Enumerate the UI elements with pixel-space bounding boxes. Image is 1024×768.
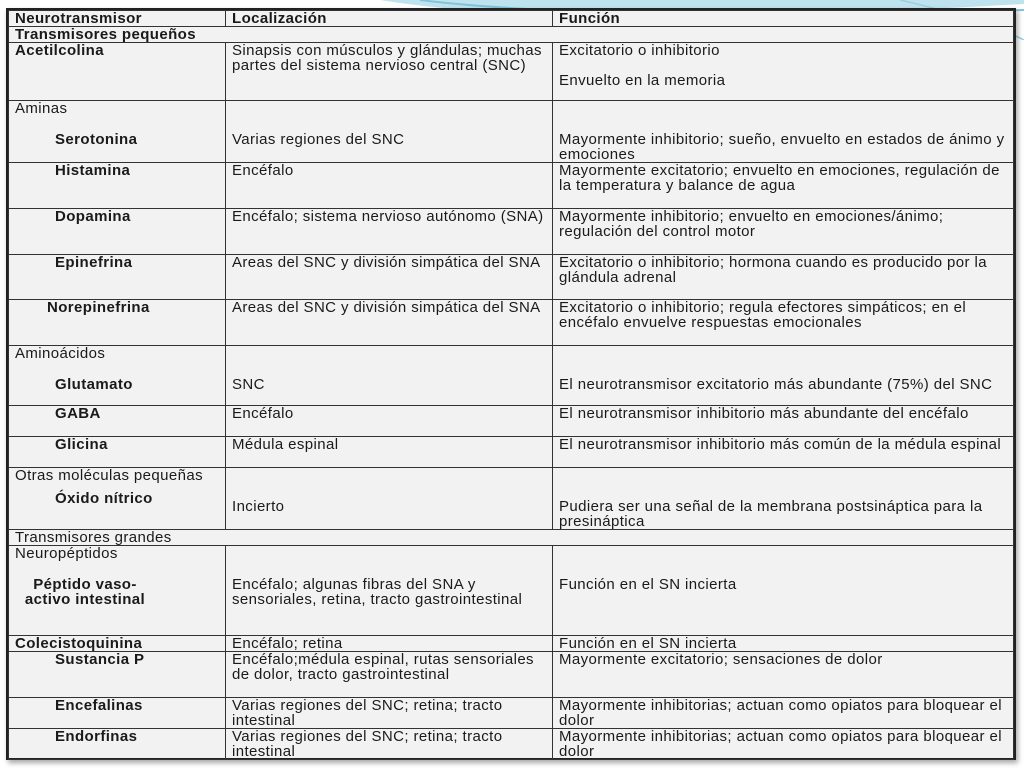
row-name: Endorfinas <box>9 729 226 760</box>
row-name: Encefalinas <box>9 698 226 729</box>
row-localizacion: Médula espinal <box>226 437 553 468</box>
table-row <box>9 163 1014 209</box>
row-localizacion <box>226 546 553 636</box>
section-row <box>9 27 1014 43</box>
row-funcion-line2: Envuelto en la memoria <box>559 72 726 89</box>
row-funcion <box>553 43 1014 101</box>
header-neurotransmisor: Neurotransmisor <box>9 11 226 27</box>
row-localizacion: Encéfalo <box>226 163 553 209</box>
fn-text: Función en el SN incierta <box>559 576 737 593</box>
row-localizacion <box>226 468 553 530</box>
row-name: Histamina <box>9 163 226 209</box>
fn-text: El neurotransmisor excitatorio más abundante (75%) del SNC <box>559 376 993 393</box>
row-localizacion <box>226 346 553 406</box>
row-name: Acetilcolina <box>9 43 226 101</box>
row-localizacion: Encéfalo; retina <box>226 636 553 652</box>
row-name: Glicina <box>9 437 226 468</box>
row-name <box>9 546 226 636</box>
row-funcion-line1: Excitatorio o inhibitorio <box>559 42 720 59</box>
row-funcion: Mayormente excitatorio; envuelto en emociones, regulación de la temperatura y balance de agua <box>553 163 1014 209</box>
table-row <box>9 652 1014 698</box>
row-funcion: Función en el SN incierta <box>553 636 1014 652</box>
group-label-aminoacidos: Aminoácidos <box>15 345 106 362</box>
table-header-row <box>9 11 1014 27</box>
row-name: Norepinefrina <box>9 300 226 346</box>
section-row <box>9 530 1014 546</box>
header-localizacion: Localización <box>226 11 553 27</box>
group-label-aminas: Aminas <box>15 100 68 117</box>
row-name-oxido-nitrico: Óxido nítrico <box>55 490 153 507</box>
fn-text: Pudiera ser una señal de la membrana postsináptica para la presináptica <box>559 498 983 530</box>
table-row <box>9 468 1014 530</box>
section-small-transmitters: Transmisores pequeños <box>9 27 1014 43</box>
row-name: Colecistoquinina <box>9 636 226 652</box>
table-row <box>9 636 1014 652</box>
table-row <box>9 43 1014 101</box>
table-row <box>9 209 1014 255</box>
row-funcion: Mayormente inhibitorias; actuan como opiatos para bloquear el dolor <box>553 698 1014 729</box>
row-localizacion <box>226 101 553 163</box>
row-name: Sustancia P <box>9 652 226 698</box>
row-localizacion: Areas del SNC y división simpática del SNA <box>226 255 553 300</box>
group-label-otras: Otras moléculas pequeñas <box>15 467 204 484</box>
row-name-glutamato: Glutamato <box>55 376 133 393</box>
loc-text: SNC <box>232 376 265 393</box>
row-localizacion: Encéfalo; sistema nervioso autónomo (SNA) <box>226 209 553 255</box>
header-funcion: Función <box>553 11 1014 27</box>
row-funcion: Mayormente inhibitorio; envuelto en emociones/ánimo; regulación del control motor <box>553 209 1014 255</box>
row-localizacion: Encéfalo;médula espinal, rutas sensoriales de dolor, tracto gastrointestinal <box>226 652 553 698</box>
table-row <box>9 437 1014 468</box>
row-localizacion: Sinapsis con músculos y glándulas; muchas partes del sistema nervioso central (SNC) <box>226 43 553 101</box>
table-row <box>9 546 1014 636</box>
row-name <box>9 101 226 163</box>
row-name: GABA <box>9 406 226 437</box>
table-row <box>9 255 1014 300</box>
fn-text: Mayormente inhibitorio; sueño, envuelto en estados de ánimo y emociones <box>559 131 1005 163</box>
row-funcion: El neurotransmisor inhibitorio más abundante del encéfalo <box>553 406 1014 437</box>
row-funcion: Mayormente excitatorio; sensaciones de dolor <box>553 652 1014 698</box>
table-row <box>9 101 1014 163</box>
loc-text: Incierto <box>232 498 285 515</box>
row-funcion <box>553 346 1014 406</box>
row-funcion <box>553 546 1014 636</box>
row-localizacion: Varias regiones del SNC; retina; tracto intestinal <box>226 698 553 729</box>
row-name: Epinefrina <box>9 255 226 300</box>
table-row <box>9 300 1014 346</box>
row-funcion: Excitatorio o inhibitorio; hormona cuando es producido por la glándula adrenal <box>553 255 1014 300</box>
row-funcion <box>553 101 1014 163</box>
row-funcion: Excitatorio o inhibitorio; regula efectores simpáticos; en el encéfalo envuelve respuestas emocionales <box>553 300 1014 346</box>
loc-text: Varias regiones del SNC <box>232 131 405 148</box>
row-localizacion: Encéfalo <box>226 406 553 437</box>
row-funcion: Mayormente inhibitorias; actuan como opiatos para bloquear el dolor <box>553 729 1014 760</box>
section-large-transmitters: Transmisores grandes <box>9 530 1014 546</box>
row-name <box>9 346 226 406</box>
row-localizacion: Areas del SNC y división simpática del SNA <box>226 300 553 346</box>
table-row <box>9 729 1014 760</box>
neurotransmitter-table <box>6 8 1016 760</box>
row-name-peptido: Péptido vaso-activo intestinal <box>24 576 146 608</box>
row-localizacion: Varias regiones del SNC; retina; tracto intestinal <box>226 729 553 760</box>
group-label-neuropeptidos: Neuropéptidos <box>15 545 118 562</box>
row-name <box>9 468 226 530</box>
table-row <box>9 346 1014 406</box>
row-name-serotonina: Serotonina <box>55 131 138 148</box>
row-funcion <box>553 468 1014 530</box>
row-funcion: El neurotransmisor inhibitorio más común de la médula espinal <box>553 437 1014 468</box>
row-name: Dopamina <box>9 209 226 255</box>
table-row <box>9 698 1014 729</box>
loc-text: Encéfalo; algunas fibras del SNA y sensoriales, retina, tracto gastrointestinal <box>232 576 523 608</box>
table-row <box>9 406 1014 437</box>
